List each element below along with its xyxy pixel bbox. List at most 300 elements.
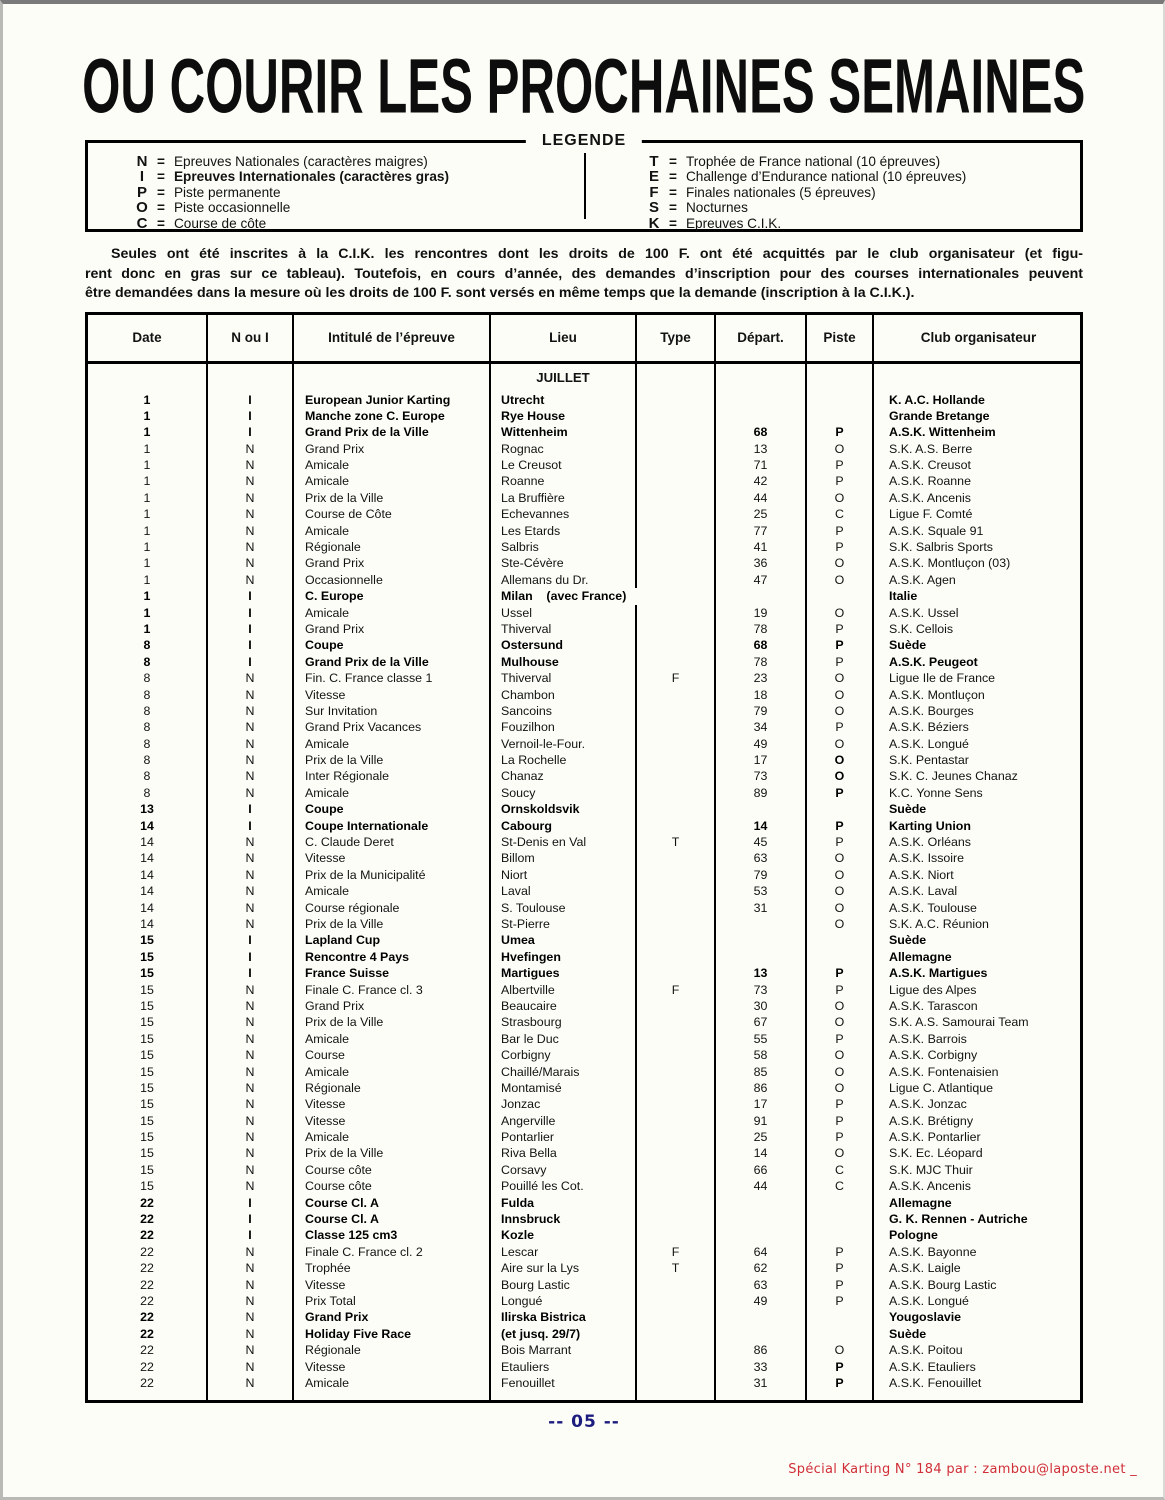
cell-n-ou-i: N <box>208 441 294 457</box>
cell-piste: P <box>807 818 874 834</box>
table-header-row <box>88 315 1080 364</box>
cell-piste: P <box>807 1260 874 1276</box>
cell-intitule: Prix de la Ville <box>294 916 491 932</box>
cell-piste: P <box>807 982 874 998</box>
cell-depart: 33 <box>716 1359 807 1375</box>
cell-depart: 66 <box>716 1162 807 1178</box>
header-cell-n-ou-i: N ou I <box>208 315 294 361</box>
cell-type <box>637 457 716 473</box>
table-row <box>88 1162 1080 1178</box>
cell-piste: O <box>807 555 874 571</box>
cell-n-ou-i: N <box>208 916 294 932</box>
table-row <box>88 1359 1080 1375</box>
cell-club: A.S.K. Brétigny <box>889 1113 974 1128</box>
cell-depart <box>716 1227 807 1243</box>
cell-date: 8 <box>88 719 208 735</box>
cell-n-ou-i: I <box>208 637 294 653</box>
cell-date: 15 <box>88 1129 208 1145</box>
cell-date: 1 <box>88 621 208 637</box>
cell-intitule: Classe 125 cm3 <box>294 1227 491 1243</box>
cell-piste: C <box>807 1178 874 1194</box>
table-row <box>88 1178 1080 1194</box>
legend-key: F <box>649 183 659 201</box>
cell-date: 14 <box>88 818 208 834</box>
legend-key: K <box>648 214 660 232</box>
cell-intitule: Occasionnelle <box>294 572 491 588</box>
cell-lieu: Ilirska Bistrica <box>491 1309 637 1325</box>
cell-n-ou-i: I <box>208 965 294 981</box>
cell-club: A.S.K. Martigues <box>889 966 988 981</box>
cell-club: A.S.K. Fenouillet <box>889 1375 982 1390</box>
cell-n-ou-i: N <box>208 1031 294 1047</box>
cell-club: A.S.K. Montluçon <box>889 687 985 702</box>
cell-lieu: Fenouillet <box>491 1375 637 1391</box>
cell-piste: P <box>807 1375 874 1391</box>
cell-type <box>637 965 716 981</box>
legend-text: Course de côte <box>173 215 267 231</box>
cell-date: 8 <box>88 654 208 670</box>
cell-club: A.S.K. Ancenis <box>889 1179 971 1194</box>
cell-lieu: Bar le Duc <box>491 1031 637 1047</box>
cell-depart: 73 <box>716 768 807 784</box>
cell-date: 15 <box>88 1113 208 1129</box>
cell-club: A.S.K. Bayonne <box>889 1244 977 1259</box>
table-row <box>88 1145 1080 1161</box>
cell-date: 22 <box>88 1326 208 1342</box>
cell-club: Ligue Ile de France <box>889 671 996 686</box>
cell-lieu: Ornskoldsvik <box>491 801 637 817</box>
cell-n-ou-i: N <box>208 834 294 850</box>
cell-depart <box>716 1211 807 1227</box>
legend-text: Epreuves Internationales (caractères gras) <box>173 169 449 185</box>
header-cell-lieu: Lieu <box>491 315 637 361</box>
cell-type <box>637 1211 716 1227</box>
legend-text: Trophée de France national (10 épreuves) <box>685 154 941 169</box>
cell-depart: 47 <box>716 572 807 588</box>
cell-depart: 17 <box>716 1096 807 1112</box>
cell-n-ou-i: N <box>208 1129 294 1145</box>
cell-type <box>637 1359 716 1375</box>
cell-intitule: European Junior Karting <box>294 392 491 408</box>
cell-club: A.S.K. Corbigny <box>889 1048 978 1063</box>
cell-intitule: Amicale <box>294 1129 491 1145</box>
intro-paragraph <box>85 245 1083 304</box>
cell-club: A.S.K. Etauliers <box>889 1359 976 1374</box>
table-row <box>88 572 1080 588</box>
table-row <box>88 949 1080 965</box>
table-row <box>88 490 1080 506</box>
cell-intitule: Finale C. France cl. 2 <box>294 1244 491 1260</box>
table-row <box>88 441 1080 457</box>
cell-intitule: C. Europe <box>294 588 491 604</box>
cell-n-ou-i: N <box>208 1047 294 1063</box>
cell-depart: 63 <box>716 850 807 866</box>
cell-piste: O <box>807 916 874 932</box>
legend-key: E <box>648 168 659 186</box>
equals-sign: = <box>669 215 677 231</box>
cell-type <box>637 637 716 653</box>
table-row <box>88 998 1080 1014</box>
cell-type <box>637 719 716 735</box>
cell-piste: P <box>807 1129 874 1145</box>
cell-piste: P <box>807 719 874 735</box>
table-row <box>88 752 1080 768</box>
cell-n-ou-i: N <box>208 1260 294 1276</box>
legend-item <box>134 199 584 217</box>
cell-lieu: Utrecht <box>491 392 637 408</box>
cell-intitule: Prix de la Ville <box>294 752 491 768</box>
cell-intitule: Vitesse <box>294 850 491 866</box>
cell-depart: 14 <box>716 818 807 834</box>
cell-type <box>637 785 716 801</box>
cell-date: 14 <box>88 916 208 932</box>
table-row <box>88 424 1080 440</box>
cell-date: 1 <box>88 506 208 522</box>
legend-key: I <box>139 168 145 186</box>
table-row <box>88 1014 1080 1030</box>
cell-depart <box>716 932 807 948</box>
cell-depart <box>716 408 807 424</box>
cell-club: Allemagne <box>889 949 952 964</box>
cell-type <box>637 408 716 424</box>
cell-date: 1 <box>88 424 208 440</box>
cell-type: F <box>637 1244 716 1260</box>
cell-lieu: Etauliers <box>491 1359 637 1375</box>
cell-n-ou-i: N <box>208 1277 294 1293</box>
cell-club: S.K. Cellois <box>889 621 954 636</box>
cell-n-ou-i: I <box>208 1211 294 1227</box>
cell-type <box>637 1375 716 1391</box>
cell-club: A.S.K. Barrois <box>889 1031 967 1046</box>
cell-piste: O <box>807 736 874 752</box>
cell-type <box>637 621 716 637</box>
cell-type <box>637 1031 716 1047</box>
legend-item <box>646 168 1080 186</box>
cell-date: 8 <box>88 687 208 703</box>
cell-club: Italie <box>889 589 918 604</box>
cell-piste: P <box>807 785 874 801</box>
cell-n-ou-i: N <box>208 1113 294 1129</box>
cell-depart: 58 <box>716 1047 807 1063</box>
cell-intitule: Amicale <box>294 1031 491 1047</box>
table-row <box>88 965 1080 981</box>
cell-club: S.K. A.S. Berre <box>889 441 973 456</box>
cell-intitule: Fin. C. France classe 1 <box>294 670 491 686</box>
cell-piste <box>807 949 874 965</box>
cell-lieu: Thiverval <box>491 670 637 686</box>
cell-piste: P <box>807 1359 874 1375</box>
table-row <box>88 1031 1080 1047</box>
cell-date: 15 <box>88 1031 208 1047</box>
table-row <box>88 457 1080 473</box>
cell-intitule: France Suisse <box>294 965 491 981</box>
legend-key: O <box>136 199 148 217</box>
cell-type <box>637 1309 716 1325</box>
cell-n-ou-i: N <box>208 572 294 588</box>
table-row <box>88 818 1080 834</box>
cell-piste: O <box>807 883 874 899</box>
cell-depart <box>716 949 807 965</box>
cell-club: A.S.K. Laigle <box>889 1261 961 1276</box>
cell-lieu: St-Denis en Val <box>491 834 637 850</box>
cell-intitule: Amicale <box>294 457 491 473</box>
cell-n-ou-i: I <box>208 424 294 440</box>
cell-n-ou-i: N <box>208 1064 294 1080</box>
table-row <box>88 785 1080 801</box>
cell-club: S.K. A.C. Réunion <box>889 917 989 931</box>
cell-date: 13 <box>88 801 208 817</box>
cell-date: 22 <box>88 1309 208 1325</box>
table-row <box>88 1244 1080 1260</box>
cell-intitule: Prix de la Ville <box>294 1014 491 1030</box>
month-label: JUILLET <box>491 364 637 392</box>
table-row <box>88 1309 1080 1325</box>
cell-intitule: Sur Invitation <box>294 703 491 719</box>
cell-piste: O <box>807 1014 874 1030</box>
cell-type <box>637 949 716 965</box>
cell-date <box>88 1391 208 1400</box>
cell-date: 14 <box>88 834 208 850</box>
cell-n-ou-i: N <box>208 506 294 522</box>
cell-piste <box>807 1195 874 1211</box>
cell-type <box>637 998 716 1014</box>
cell-depart: 14 <box>716 1145 807 1161</box>
cell-intitule: Amicale <box>294 1375 491 1391</box>
cell-type <box>637 1014 716 1030</box>
cell-lieu: Pontarlier <box>491 1129 637 1145</box>
cell-lieu: (et jusq. 29/7) <box>491 1326 637 1342</box>
cell-club: A.S.K. Agen <box>889 572 956 587</box>
cell-depart <box>716 364 807 392</box>
cell-date: 22 <box>88 1195 208 1211</box>
cell-lieu: Le Creusot <box>491 457 637 473</box>
cell-piste: O <box>807 752 874 768</box>
cell-n-ou-i: I <box>208 949 294 965</box>
cell-intitule: Amicale <box>294 1064 491 1080</box>
cell-lieu: Bois Marrant <box>491 1342 637 1358</box>
equals-sign: = <box>669 154 677 169</box>
cell-piste <box>807 1227 874 1243</box>
cell-club: A.S.K. Laval <box>889 884 958 899</box>
cell-club: Ligue F. Comté <box>889 507 973 522</box>
cell-club: S.K. A.S. Samourai Team <box>889 1015 1029 1030</box>
page-number: -- 05 -- <box>548 1412 620 1433</box>
cell-type <box>637 572 716 588</box>
table-row <box>88 1129 1080 1145</box>
cell-club: A.S.K. Bourges <box>889 703 974 718</box>
cell-piste: O <box>807 1080 874 1096</box>
cell-lieu: Roanne <box>491 473 637 489</box>
cell-n-ou-i: N <box>208 1326 294 1342</box>
cell-type <box>637 736 716 752</box>
cell-type <box>637 932 716 948</box>
cell-lieu: Niort <box>491 867 637 883</box>
cell-piste: O <box>807 768 874 784</box>
cell-piste: O <box>807 1145 874 1161</box>
cell-type <box>637 1096 716 1112</box>
legend-text: Piste permanente <box>173 184 281 200</box>
cell-depart: 31 <box>716 900 807 916</box>
cell-intitule <box>294 1391 491 1400</box>
cell-club: S.K. Ec. Léopard <box>889 1146 983 1161</box>
events-table <box>85 312 1083 1404</box>
cell-date: 1 <box>88 392 208 408</box>
cell-depart: 17 <box>716 752 807 768</box>
table-row <box>88 1096 1080 1112</box>
cell-type <box>637 1064 716 1080</box>
cell-depart: 79 <box>716 867 807 883</box>
cell-piste: P <box>807 457 874 473</box>
cell-intitule: Grand Prix <box>294 555 491 571</box>
cell-date: 22 <box>88 1277 208 1293</box>
cell-lieu: Martigues <box>491 965 637 981</box>
cell-n-ou-i: N <box>208 1375 294 1391</box>
cell-type <box>637 1342 716 1358</box>
intro-line: être demandées dans la mesure où les droits de 100 F. sont versés en même temps que la demande (inscription à la C.I.K.). <box>85 285 915 301</box>
table-row <box>88 588 1080 604</box>
cell-club: S.K. Salbris Sports <box>889 540 993 555</box>
table-row <box>88 392 1080 408</box>
cell-date: 8 <box>88 736 208 752</box>
cell-piste: O <box>807 572 874 588</box>
cell-n-ou-i: I <box>208 1195 294 1211</box>
cell-depart: 68 <box>716 424 807 440</box>
cell-type <box>637 1129 716 1145</box>
cell-piste: O <box>807 490 874 506</box>
table-row <box>88 555 1080 571</box>
cell-date: 1 <box>88 605 208 621</box>
cell-n-ou-i: N <box>208 687 294 703</box>
cell-lieu: Chanaz <box>491 768 637 784</box>
cell-date: 15 <box>88 998 208 1014</box>
cell-intitule <box>294 364 491 392</box>
legend-key: T <box>649 153 659 170</box>
cell-intitule: Grand Prix de la Ville <box>294 654 491 670</box>
cell-lieu: Kozle <box>491 1227 637 1243</box>
cell-n-ou-i: I <box>208 392 294 408</box>
cell-intitule: Course de Côte <box>294 506 491 522</box>
equals-sign: = <box>157 200 165 216</box>
cell-depart: 36 <box>716 555 807 571</box>
cell-club <box>874 1391 1083 1400</box>
cell-n-ou-i: I <box>208 588 294 604</box>
cell-depart: 79 <box>716 703 807 719</box>
cell-depart: 53 <box>716 883 807 899</box>
cell-type <box>637 818 716 834</box>
cell-date: 15 <box>88 1096 208 1112</box>
cell-date: 8 <box>88 785 208 801</box>
cell-piste: P <box>807 1031 874 1047</box>
cell-depart: 89 <box>716 785 807 801</box>
cell-piste: P <box>807 1096 874 1112</box>
table-row <box>88 768 1080 784</box>
cell-club: S.K. C. Jeunes Chanaz <box>889 769 1018 784</box>
cell-intitule: C. Claude Deret <box>294 834 491 850</box>
cell-piste: O <box>807 1064 874 1080</box>
cell-club: Suède <box>889 638 927 653</box>
cell-date: 1 <box>88 555 208 571</box>
cell-n-ou-i: N <box>208 883 294 899</box>
cell-date: 1 <box>88 539 208 555</box>
cell-intitule: Grand Prix de la Ville <box>294 424 491 440</box>
cell-intitule: Inter Régionale <box>294 768 491 784</box>
cell-date: 14 <box>88 867 208 883</box>
table-row <box>88 1227 1080 1243</box>
cell-intitule: Régionale <box>294 539 491 555</box>
cell-piste: P <box>807 523 874 539</box>
cell-n-ou-i: N <box>208 523 294 539</box>
legend-text: Finales nationales (5 épreuves) <box>685 184 876 200</box>
cell-depart <box>716 801 807 817</box>
cell-n-ou-i: I <box>208 818 294 834</box>
cell-club: A.S.K. Montluçon (03) <box>889 556 1011 571</box>
cell-date: 1 <box>88 588 208 604</box>
cell-n-ou-i: N <box>208 719 294 735</box>
cell-club: Suède <box>889 933 927 948</box>
cell-n-ou-i: N <box>208 670 294 686</box>
cell-type <box>637 473 716 489</box>
cell-depart <box>716 1391 807 1400</box>
cell-intitule: Coupe <box>294 801 491 817</box>
cell-date: 8 <box>88 703 208 719</box>
cell-date: 8 <box>88 670 208 686</box>
cell-date: 22 <box>88 1359 208 1375</box>
cell-depart: 68 <box>716 637 807 653</box>
cell-piste: O <box>807 687 874 703</box>
cell-date: 14 <box>88 883 208 899</box>
cell-lieu: Longué <box>491 1293 637 1309</box>
table-row <box>88 621 1080 637</box>
equals-sign: = <box>669 184 677 200</box>
cell-club: Yougoslavie <box>889 1310 962 1325</box>
cell-piste: O <box>807 867 874 883</box>
cell-n-ou-i: I <box>208 801 294 817</box>
cell-type <box>637 1293 716 1309</box>
cell-depart <box>716 916 807 932</box>
cell-intitule: Trophée <box>294 1260 491 1276</box>
cell-n-ou-i: N <box>208 752 294 768</box>
cell-club: A.S.K. Poitou <box>889 1343 963 1358</box>
cell-depart: 25 <box>716 1129 807 1145</box>
cell-intitule: Course côte <box>294 1162 491 1178</box>
cell-n-ou-i: N <box>208 998 294 1014</box>
table-row <box>88 982 1080 998</box>
cell-lieu: Bourg Lastic <box>491 1277 637 1293</box>
table-row <box>88 1211 1080 1227</box>
legend-item <box>646 199 1080 217</box>
table-row <box>88 883 1080 899</box>
cell-piste: P <box>807 1277 874 1293</box>
cell-date: 15 <box>88 1178 208 1194</box>
cell-date: 1 <box>88 523 208 539</box>
table-row <box>88 523 1080 539</box>
cell-depart: 19 <box>716 605 807 621</box>
cell-type <box>637 703 716 719</box>
cell-intitule: Holiday Five Race <box>294 1326 491 1342</box>
header-cell-depart: Départ. <box>716 315 807 361</box>
legend-item <box>646 215 1080 230</box>
cell-piste: P <box>807 424 874 440</box>
cell-lieu: Albertville <box>491 982 637 998</box>
cell-lieu: Montamisé <box>491 1080 637 1096</box>
table-row <box>88 834 1080 850</box>
cell-piste: P <box>807 1113 874 1129</box>
legend-item <box>646 153 1080 168</box>
cell-intitule: Course <box>294 1047 491 1063</box>
cell-n-ou-i: N <box>208 1145 294 1161</box>
cell-type <box>637 539 716 555</box>
cell-depart: 44 <box>716 490 807 506</box>
